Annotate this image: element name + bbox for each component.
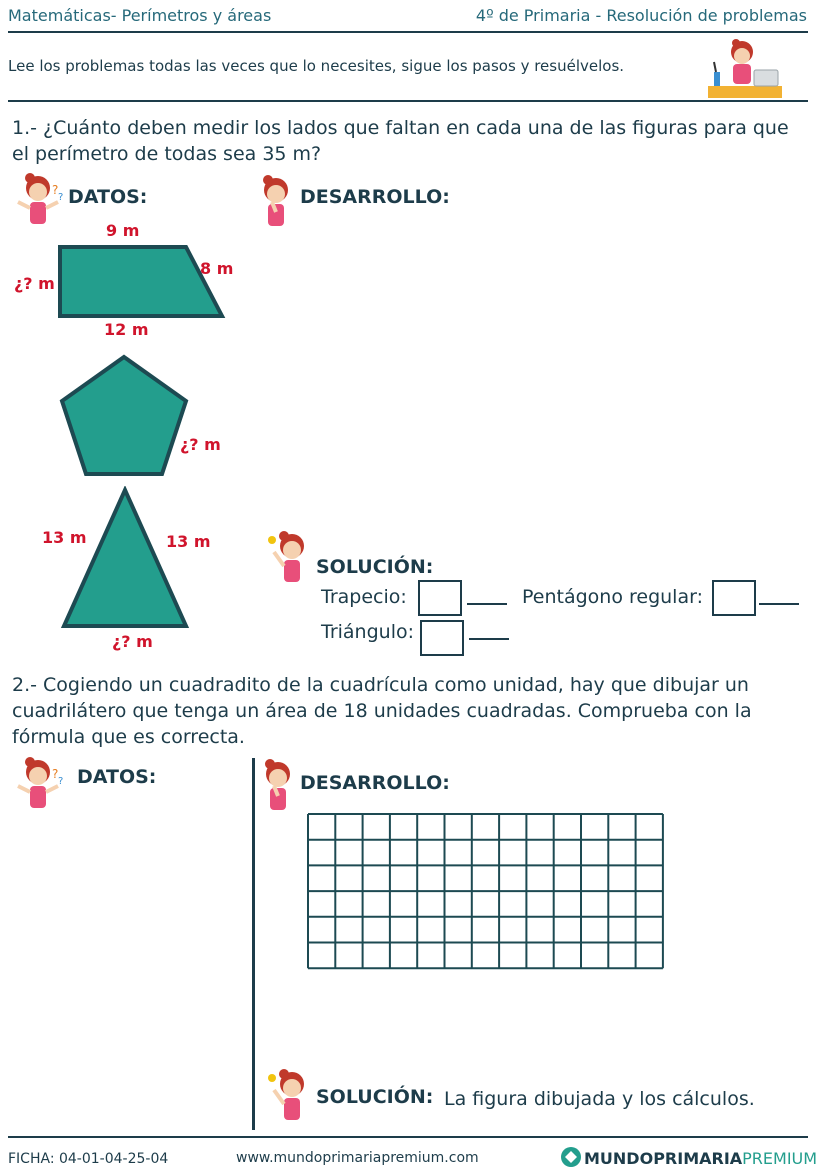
brand-wordmark [584,1149,817,1168]
problem1-question-line2: el perímetro de todas sea 35 m? [12,143,322,165]
trapezoid-left-measure: ¿? m [14,274,55,293]
trapezoid-right-measure: 8 m [200,259,234,278]
trapecio-unit-blank[interactable] [467,603,507,605]
footer-rule [8,1136,808,1138]
trapecio-label: Trapecio: [321,586,407,608]
instructions: Lee los problemas todas las veces que lo necesites, sigue los pasos y resuélvelos. [8,57,625,75]
triangulo-answer-box[interactable] [420,620,464,656]
problem2-question-line2: cuadrilátero que tenga un área de 18 unidades cuadradas. Comprueba con la [12,700,752,722]
svg-text:?: ? [58,776,64,787]
pondering-girl-icon [256,174,296,230]
svg-text:?: ? [58,192,64,203]
pentagono-answer-box[interactable] [712,580,756,616]
problem2-question-line3: fórmula que es correcta. [12,726,245,748]
pentagono-label: Pentágono regular: [522,586,703,608]
instructions-rule [8,100,808,102]
triangulo-unit-blank[interactable] [469,638,509,640]
problem2-solucion-label: SOLUCIÓN: [316,1086,434,1108]
ficha-code: FICHA: 04-01-04-25-04 [8,1151,169,1167]
problem1-datos-label: DATOS: [68,186,148,208]
trapecio-answer-box[interactable] [418,580,462,616]
problem1-question-line1: 1.- ¿Cuánto deben medir los lados que faltan en cada una de las figuras para que [12,117,789,139]
problem1-desarrollo-label: DESARROLLO: [300,186,450,208]
triangle-right-measure: 13 m [166,532,211,551]
pondering-girl-icon [258,758,298,814]
thinking-girl-icon [14,756,66,814]
brand-main: MUNDOPRIMARIA [584,1149,743,1168]
website-link[interactable]: www.mundoprimariapremium.com [236,1150,479,1166]
triangle-bottom-measure: ¿? m [112,632,153,651]
svg-text:?: ? [52,767,59,781]
drawing-grid[interactable] [307,813,667,971]
girl-at-desk-icon [706,36,784,100]
header-grade: 4º de Primaria - Resolución de problemas [475,6,807,25]
thinking-girl-icon [14,172,66,230]
problem1-solucion-label: SOLUCIÓN: [316,556,434,578]
brand-logo-icon [560,1146,582,1168]
trapezoid-top-measure: 9 m [106,221,140,240]
idea-girl-icon [264,530,314,588]
triangle-shape [60,486,190,630]
trapezoid-shape [56,244,228,322]
svg-text:?: ? [52,183,59,197]
problem2-question-line1: 2.- Cogiendo un cuadradito de la cuadrícula como unidad, hay que dibujar un [12,674,749,696]
triangulo-label: Triángulo: [321,621,414,643]
brand-suffix: PREMIUM [742,1149,818,1168]
trapezoid-bottom-measure: 12 m [104,320,149,339]
problem2-datos-label: DATOS: [77,766,157,788]
header-rule [8,31,808,33]
idea-girl-icon [264,1068,314,1126]
triangle-left-measure: 13 m [42,528,87,547]
problem2-desarrollo-label: DESARROLLO: [300,772,450,794]
pentagon-side-measure: ¿? m [180,435,221,454]
header-subject: Matemáticas- Perímetros y áreas [8,6,272,25]
pentagon-shape [58,354,190,478]
problem2-solucion-text: La figura dibujada y los cálculos. [444,1088,755,1110]
pentagono-unit-blank[interactable] [759,603,799,605]
vertical-divider [252,758,255,1130]
